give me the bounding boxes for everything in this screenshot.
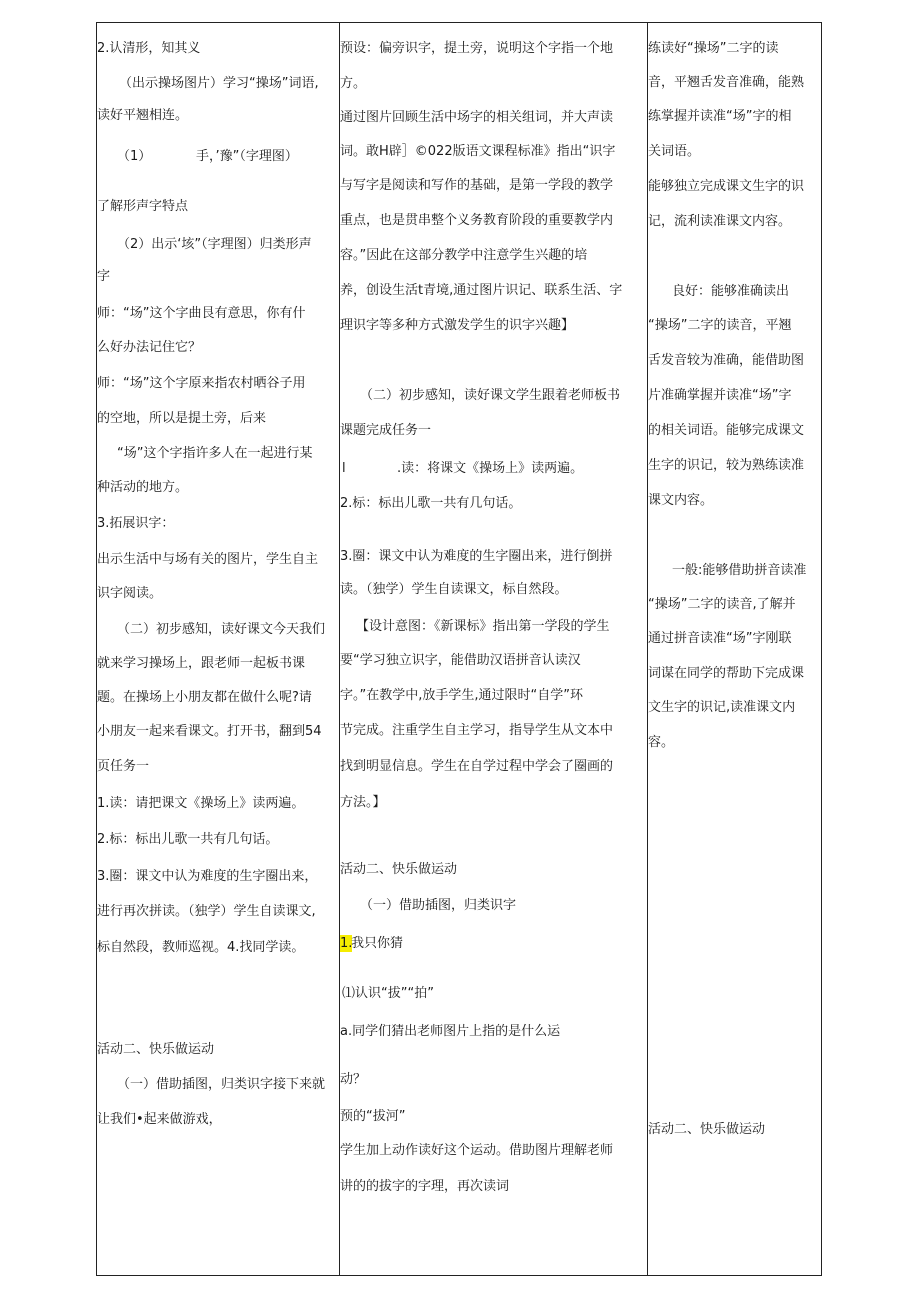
text-line: 找到明显信息。学生在自学过程中学会了圈画的 <box>340 759 614 774</box>
text-line: 通过拼音读准“场”字刚联 <box>648 631 792 646</box>
text-line: a.同学们猜出老师图片上指的是什么运 <box>340 1024 561 1039</box>
text-line: 练掌握并读准“场”字的相 <box>648 109 792 124</box>
text-line: “操场”二字的读音，平翘 <box>648 318 792 333</box>
text-line: 3.圈：课文中认为难度的生字圈出来，进行倒拼 <box>340 549 613 564</box>
text-line: 活动二、快乐做运动 <box>97 1042 215 1057</box>
text-line: 手，’豫”（字理图） <box>196 149 298 164</box>
text-line: 理识字等多种方式激发学生的识字兴趣】 <box>340 318 575 333</box>
text-line: 读。（独学）学生自读课文，标自然段。 <box>340 582 568 597</box>
text-line: （2）出示‘垓”（字理图）归类形声 <box>117 237 312 252</box>
highlighted-number: 1. <box>340 936 353 951</box>
text-line: 记，流利读准课文内容。 <box>648 214 792 229</box>
text-line: 预设：偏旁识字，提土旁，说明这个字指一个地 <box>340 41 614 56</box>
text-line: 种活动的地方。 <box>97 480 189 495</box>
text-line: 3.圈：课文中认为难度的生字圈出来， <box>97 869 318 884</box>
text-line: 重点，也是贯串整个义务教育阶段的重要教学内 <box>340 213 614 228</box>
text-line: 要“学习独立识字，能借助汉语拼音认读汉 <box>340 653 581 668</box>
text-line: .读：将课文《操场上》读两遍。 <box>397 461 584 476</box>
text-line: 进行再次拼读。（独学）学生自读课文, <box>97 904 316 919</box>
text-line: 讲的的拔字的字理，再次读词 <box>340 1179 510 1194</box>
text-line: 小朋友一起来看课文。打开书，翻到54 <box>97 724 322 739</box>
text-line: 么好办法记住它？ <box>97 340 202 355</box>
text-line: 方法。】 <box>340 795 386 810</box>
text-line: 出示生活中与场有关的图片，学生自主 <box>97 552 319 567</box>
text-line: 一般:能够借助拼音读准 <box>672 563 807 578</box>
text-line: （二）初步感知，读好课文今天我们 <box>117 622 326 637</box>
text-line: （出示操场图片）学习“操场”词语, <box>119 76 319 91</box>
assessment-column <box>648 23 823 1275</box>
text-line: 让我们•起来做游戏， <box>97 1112 222 1127</box>
teaching-process-column <box>97 23 339 1275</box>
text-line: 1.读：请把课文《操场上》读两遍。 <box>97 796 305 811</box>
text-line: 的相关词语。能够完成课文 <box>648 423 805 438</box>
text-line: 舌发音较为准确，能借助图 <box>648 353 805 368</box>
text-line: 活动二、快乐做运动 <box>340 862 458 877</box>
text-line: 能够独立完成课文生字的识 <box>648 179 805 194</box>
text-line: 页任务一 <box>97 759 150 774</box>
text-line: 题。在操场上小朋友都在做什么呢?请 <box>97 690 312 705</box>
text-line: “操场”二字的读音,了解并 <box>648 597 796 612</box>
text-line: “场”这个字指许多人在一起进行某 <box>117 446 313 461</box>
text-line: 课题完成任务一 <box>340 423 432 438</box>
text-line: 容。”因此在这部分教学中注意学生兴趣的培 <box>340 248 588 263</box>
text-line: 养，创设生活t青境,通过图片识记、联系生活、字 <box>340 283 623 298</box>
text-line: 通过图片回顾生活中场字的相关组词，并大声读 <box>340 110 614 125</box>
text-line: 我只你猜 <box>351 936 404 951</box>
text-line: 读好平翘相连。 <box>97 108 189 123</box>
text-line: 预的“拔河” <box>340 1109 406 1124</box>
text-line: 3.拓展识字： <box>97 516 175 531</box>
text-line: 标自然段，教师巡视。4.找同学读。 <box>97 940 305 955</box>
text-line: （1） <box>117 149 152 164</box>
text-line: 2.标：标出儿歌一共有几句话。 <box>340 496 522 511</box>
text-line: 2.标：标出儿歌一共有几句话。 <box>97 832 279 847</box>
text-line: 关词语。 <box>648 144 701 159</box>
text-line: 节完成。注重学生自主学习，指导学生从文本中 <box>340 723 614 738</box>
text-line: 动？ <box>340 1072 367 1087</box>
text-line: 就来学习操场上，跟老师一起板书课 <box>97 656 306 671</box>
text-line: l <box>342 461 346 476</box>
text-line: 2.认清形，知其义 <box>97 41 201 56</box>
text-line: 的空地，所以是提土旁，后来 <box>97 411 267 426</box>
text-line: 师：“场”这个字曲艮有意思，你有什 <box>97 306 306 321</box>
text-line: 【设计意图：《新课标》指出第一学段的学生 <box>356 619 610 634</box>
text-line: 词谋在同学的帮助下完成课 <box>648 666 805 681</box>
text-line: 与写字是阅读和写作的基础，是第一学段的教学 <box>340 178 614 193</box>
text-line: 活动二、快乐做运动 <box>648 1122 766 1137</box>
lesson-plan-table <box>96 22 822 1276</box>
text-line: （一）借助插图，归类识字接下来就 <box>117 1077 326 1092</box>
text-line: （二）初步感知，读好课文学生跟着老师板书 <box>360 388 621 403</box>
text-line: 词。敢H辟］©022版语文课程标准》指出“识字 <box>340 144 616 159</box>
text-line: 容。 <box>648 735 675 750</box>
text-line: 方。 <box>340 76 367 91</box>
text-line: 字。”在教学中,放手学生,通过限时“自学”环 <box>340 688 583 703</box>
text-line: 师：“场”这个字原来指农村晒谷子用 <box>97 376 306 391</box>
text-line: 课文内容。 <box>648 493 714 508</box>
text-line: 音，平翘舌发音准确，能熟 <box>648 75 805 90</box>
text-line: 生字的识记，较为熟练读准 <box>648 458 805 473</box>
text-line: 练读好“操场”二字的读 <box>648 41 779 56</box>
text-line: （一）借助插图，归类识字 <box>360 898 517 913</box>
design-intent-column <box>340 23 647 1275</box>
text-line: 字 <box>97 269 111 284</box>
text-line: 了解形声字特点 <box>97 199 189 214</box>
text-line: 文生字的识记,读准课文内 <box>648 700 796 715</box>
text-line: 学生加上动作读好这个运动。借助图片理解老师 <box>340 1143 614 1158</box>
text-line: ⑴认识“拔”“拍” <box>342 986 434 1001</box>
text-line: 识字阅读。 <box>97 586 163 601</box>
text-line: 良好：能够准确读出 <box>672 284 790 299</box>
text-line: 片准确掌握并读准“场”字 <box>648 388 792 403</box>
